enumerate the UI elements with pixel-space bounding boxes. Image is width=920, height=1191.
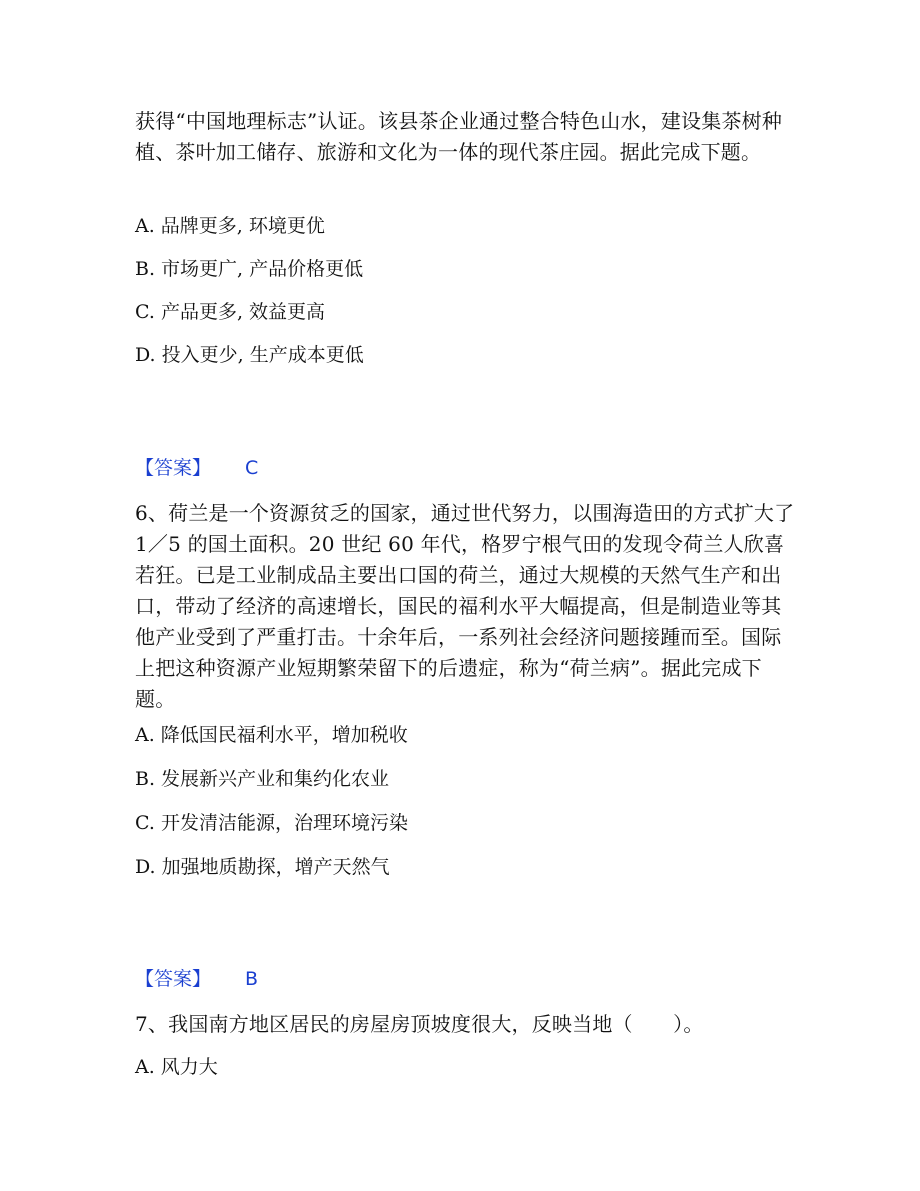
q6-option-d: D. 加强地质勘探，增产天然气 xyxy=(135,856,390,878)
q5-answer-value: C xyxy=(245,457,259,479)
q5-option-a: A. 品牌更多, 环境更优 xyxy=(135,215,325,237)
q5-answer xyxy=(135,454,258,482)
q5-stem: 获得“中国地理标志”认证。该县茶企业通过整合特色山水，建设集茶树种植、茶叶加工储存、旅游和文化为一体的现代茶庄园。据此完成下题。 xyxy=(135,109,783,164)
q5-option-c: C. 产品更多, 效益更高 xyxy=(135,301,326,323)
q7-stem: 7、我国南方地区居民的房屋房顶坡度很大，反映当地（ ）。 xyxy=(135,1012,704,1036)
q5-option-d: D. 投入更少, 生产成本更低 xyxy=(135,344,364,366)
q6-option-b: B. 发展新兴产业和集约化农业 xyxy=(135,768,390,790)
q6-answer xyxy=(135,965,258,993)
q6-answer-label: 【答案】 xyxy=(135,968,212,990)
q6-answer-value: B xyxy=(245,968,259,990)
q6-stem: 6、荷兰是一个资源贫乏的国家，通过世代努力，以围海造田的方式扩大了 1／5 的国土面积。20 世纪 60 年代，格罗宁根气田的发现令荷兰人欣喜若狂。已是工业制成品主要出口国的荷兰，通过大规模的天然气生产和出口，带动了经济的高速增长，国民的福利水平大幅提高，但是制造业等其他产业受到了严重打击。十余年后，一系列社会经济问题接踵而至。国际上把这种资源产业短期繁荣留下的后遗症，称为“荷兰病”。据此完成下题。 xyxy=(135,501,795,711)
q5-option-b: B. 市场更广, 产品价格更低 xyxy=(135,258,364,280)
q6-option-c: C. 开发清洁能源，治理环境污染 xyxy=(135,812,408,834)
q6-option-a: A. 降低国民福利水平，增加税收 xyxy=(135,724,408,746)
q7-option-a: A. 风力大 xyxy=(135,1056,218,1078)
q5-answer-label: 【答案】 xyxy=(135,457,212,479)
